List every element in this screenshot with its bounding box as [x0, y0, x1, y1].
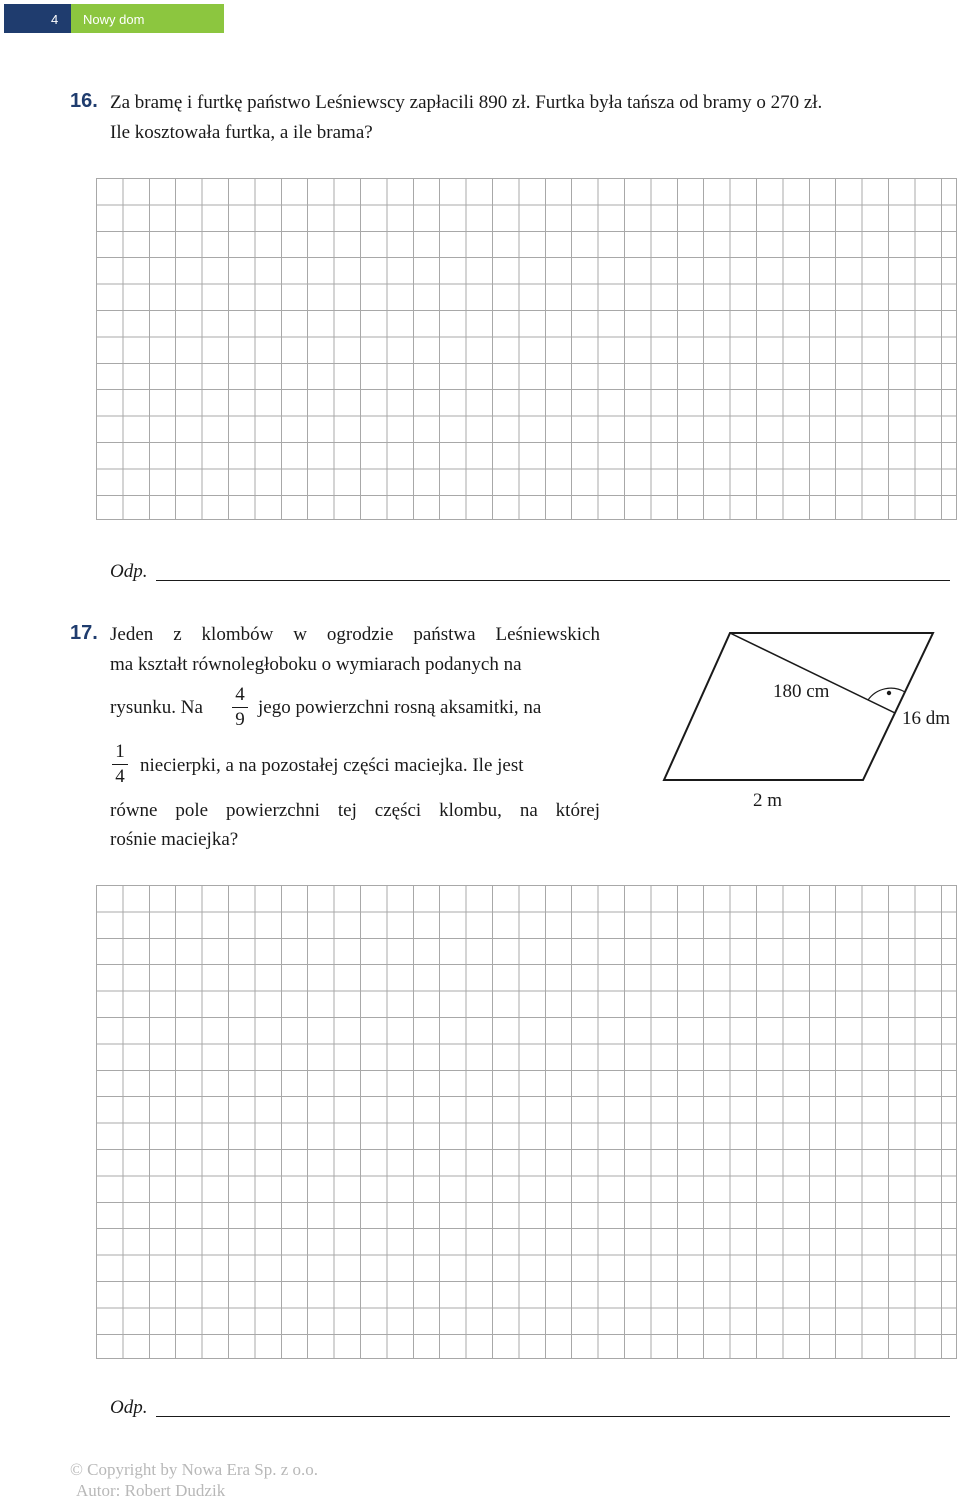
answer-label-17: Odp.	[110, 1397, 148, 1418]
answer-label-16: Odp.	[110, 561, 148, 582]
answer-grid-16[interactable]	[96, 178, 957, 520]
parallelogram-shape	[664, 633, 933, 780]
fraction-bar	[112, 764, 128, 765]
question-17-line-1: Jeden z klombów w ogrodzie państwa Leśniewskich	[110, 624, 600, 645]
label-16dm: 16 dm	[902, 708, 951, 729]
answer-line-16[interactable]	[156, 580, 950, 581]
question-17-line-2: ma kształt równoległoboku o wymiarach podanych na	[110, 654, 522, 675]
question-17-line-4: niecierpki, a na pozostałej części maciejka. Ile jest	[140, 755, 524, 776]
question-17-line-3b: jego powierzchni rosną aksamitki, na	[258, 697, 542, 718]
fraction-4-9-numerator: 4	[235, 684, 245, 705]
footer-author: Autor: Robert Dudzik	[76, 1481, 226, 1500]
question-17-line-3a: rysunku. Na	[110, 697, 203, 718]
page-number: 4	[4, 4, 71, 33]
question-16-line-2: Ile kosztowała furtka, a ile brama?	[110, 122, 373, 143]
footer-copyright: © Copyright by Nowa Era Sp. z o.o.	[70, 1460, 319, 1479]
question-16-number: 16.	[70, 90, 98, 112]
fraction-4-9-denominator: 9	[235, 709, 245, 730]
answer-line-17[interactable]	[156, 1416, 950, 1417]
fraction-1-4-denominator: 4	[115, 766, 125, 787]
question-17-number: 17.	[70, 622, 98, 644]
question-17-line-5: równe pole powierzchni tej części klombu, na której	[110, 800, 600, 821]
parallelogram-figure	[650, 620, 960, 820]
fraction-1-4	[112, 741, 128, 788]
question-17-line-6: rośnie maciejka?	[110, 829, 239, 850]
fraction-bar	[232, 707, 248, 708]
question-16-line-1: Za bramę i furtkę państwo Leśniewscy zapłacili 890 zł. Furtka była tańsza od bramy o 270 zł.	[110, 92, 823, 113]
label-2m: 2 m	[753, 790, 783, 811]
fraction-4-9	[232, 684, 248, 731]
right-angle-dot	[887, 691, 891, 695]
fraction-1-4-numerator: 1	[115, 741, 125, 762]
right-angle-arc	[868, 688, 905, 700]
label-180cm: 180 cm	[773, 681, 830, 702]
answer-grid-17[interactable]	[96, 885, 957, 1359]
section-title: Nowy dom	[71, 4, 224, 33]
